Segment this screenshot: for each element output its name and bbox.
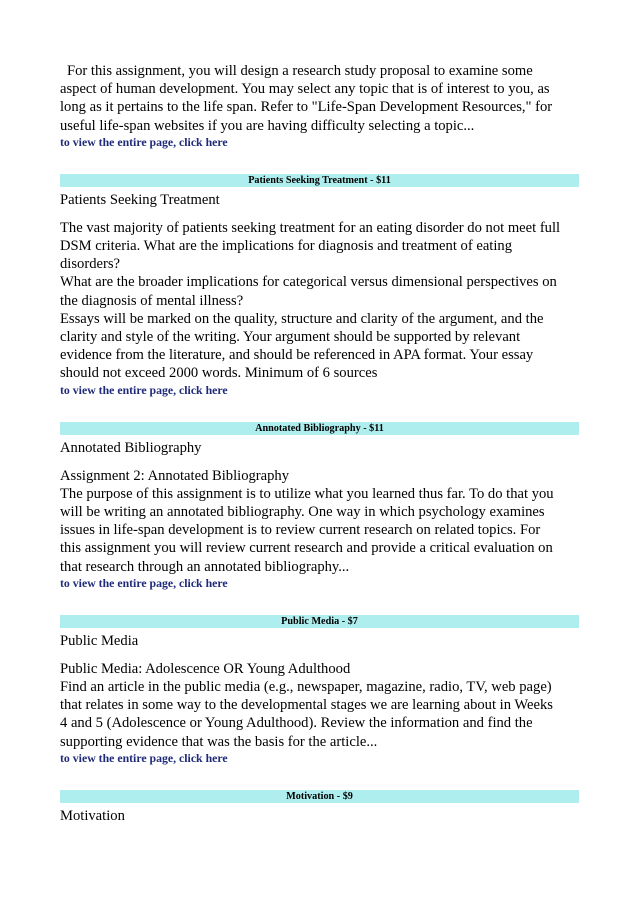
body-line: 4 and 5 (Adolescence or Young Adulthood). Review the information and find the xyxy=(60,715,533,732)
body-line: The purpose of this assignment is to utilize what you learned thus far. To do that you xyxy=(60,485,554,502)
body-line: supporting evidence that was the basis for the article... xyxy=(60,733,378,750)
body-line: Find an article in the public media (e.g., newspaper, magazine, radio, TV, web page) xyxy=(60,679,552,696)
body-line: clarity and style of the writing. Your argument should be supported by relevant xyxy=(60,329,521,346)
intro-line: aspect of human development. You may select any topic that is of interest to you, as xyxy=(60,81,550,98)
document-page xyxy=(60,62,579,835)
body-line: will be writing an annotated bibliography. One way in which psychology examines xyxy=(60,504,545,521)
section-title: Annotated Bibliography xyxy=(60,439,202,456)
view-entire-page-link[interactable]: to view the entire page, click here xyxy=(60,575,228,590)
intro-line: For this assignment, you will design a research study proposal to examine some xyxy=(67,63,533,79)
body-line: the diagnosis of mental illness? xyxy=(60,292,244,309)
body-line: should not exceed 2000 words. Minimum of 6 sources xyxy=(60,365,378,382)
body-line: Essays will be marked on the quality, structure and clarity of the argument, and the xyxy=(60,310,544,327)
section-header-bar: Public Media - $7 xyxy=(60,615,579,628)
section-body xyxy=(60,219,579,383)
section-body xyxy=(60,660,579,751)
section-title: Motivation xyxy=(60,807,125,824)
section-motivation xyxy=(60,790,579,825)
body-line: disorders? xyxy=(60,256,120,273)
view-entire-page-link[interactable]: to view the entire page, click here xyxy=(60,382,228,397)
section-header-bar: Annotated Bibliography - $11 xyxy=(60,422,579,435)
body-line: The vast majority of patients seeking treatment for an eating disorder do not meet full xyxy=(60,219,561,236)
intro-line: useful life-span websites if you are having difficulty selecting a topic... xyxy=(60,117,475,134)
view-entire-page-link[interactable]: to view the entire page, click here xyxy=(60,750,228,765)
body-line: evidence from the literature, and should be referenced in APA format. Your essay xyxy=(60,347,534,364)
section-title: Patients Seeking Treatment xyxy=(60,191,220,208)
section-body xyxy=(60,467,579,576)
intro-block xyxy=(60,62,579,149)
body-line: that research through an annotated bibliography... xyxy=(60,558,350,575)
intro-line: long as it pertains to the life span. Refer to "Life-Span Development Resources," for xyxy=(60,99,553,116)
section-header-bar: Motivation - $9 xyxy=(60,790,579,803)
view-entire-page-link[interactable]: to view the entire page, click here xyxy=(60,134,228,149)
body-line: Assignment 2: Annotated Bibliography xyxy=(60,467,290,484)
body-line: issues in life-span development is to review current research on related topics. For xyxy=(60,522,541,539)
section-public-media xyxy=(60,615,579,765)
intro-text xyxy=(60,62,579,135)
body-line: DSM criteria. What are the implications for diagnosis and treatment of eating xyxy=(60,238,512,255)
section-patients-seeking-treatment xyxy=(60,174,579,397)
body-line: that relates in some way to the developmental stages we are learning about in Weeks xyxy=(60,697,553,714)
body-line: this assignment you will review current research and provide a critical evaluation on xyxy=(60,540,553,557)
body-line: Public Media: Adolescence OR Young Adulthood xyxy=(60,660,351,677)
section-header-bar: Patients Seeking Treatment - $11 xyxy=(60,174,579,187)
body-line: What are the broader implications for categorical versus dimensional perspectives on xyxy=(60,274,557,291)
section-annotated-bibliography xyxy=(60,422,579,590)
section-title: Public Media xyxy=(60,632,139,649)
